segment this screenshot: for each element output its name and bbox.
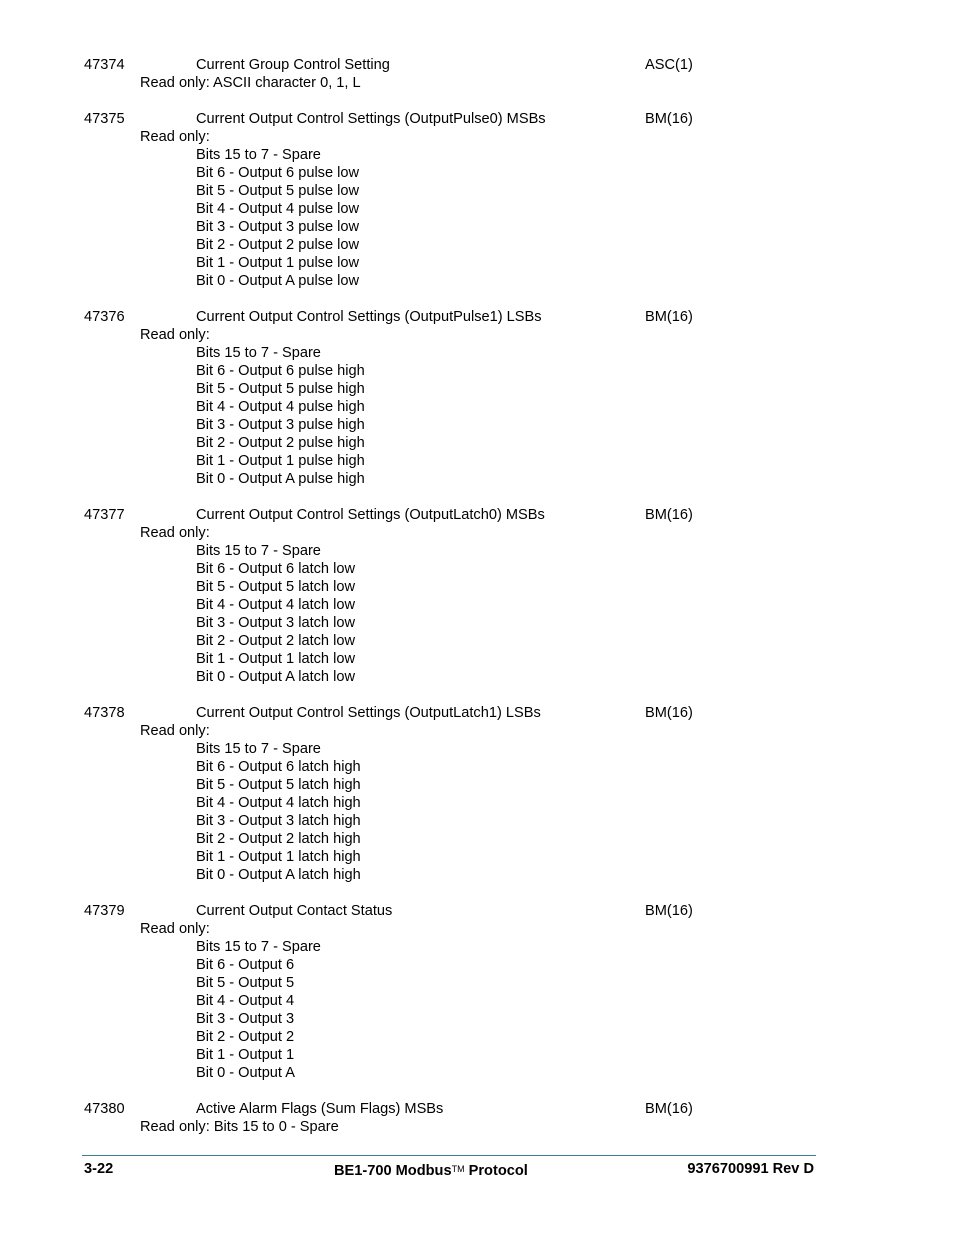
register-number: 47376 <box>84 309 125 325</box>
page-footer <box>84 1160 814 1178</box>
bit-description: Bit 0 - Output A latch high <box>196 867 361 883</box>
bit-description: Bit 1 - Output 1 <box>196 1047 295 1063</box>
bit-description: Bit 5 - Output 5 pulse high <box>196 381 365 397</box>
bit-description: Bit 1 - Output 1 latch high <box>196 849 361 865</box>
bit-description: Bit 2 - Output 2 latch high <box>196 831 361 847</box>
bit-description: Bit 0 - Output A pulse high <box>196 471 365 487</box>
bit-description: Bits 15 to 7 - Spare <box>196 345 321 361</box>
register-header <box>84 902 824 920</box>
register-format: BM(16) <box>645 1101 693 1117</box>
bit-description: Bit 4 - Output 4 pulse high <box>196 399 365 415</box>
register-access: Read only: ASCII character 0, 1, L <box>140 75 361 91</box>
bit-description: Bit 6 - Output 6 pulse high <box>196 363 365 379</box>
bit-description: Bit 6 - Output 6 latch low <box>196 561 355 577</box>
register-entry <box>84 56 824 92</box>
bit-description: Bit 2 - Output 2 latch low <box>196 633 355 649</box>
bit-description: Bit 4 - Output 4 latch low <box>196 597 355 613</box>
bit-description: Bit 0 - Output A pulse low <box>196 273 360 289</box>
register-title: Current Output Control Settings (OutputPulse0) MSBs <box>196 111 546 127</box>
register-header <box>84 110 824 128</box>
register-number: 47374 <box>84 57 125 73</box>
register-entry <box>84 902 824 1082</box>
document-title <box>334 1160 528 1180</box>
register-access: Read only: <box>140 921 210 937</box>
register-entry <box>84 308 824 488</box>
bit-description: Bit 5 - Output 5 latch high <box>196 777 361 793</box>
bit-description: Bits 15 to 7 - Spare <box>196 147 321 163</box>
register-list <box>84 56 824 1154</box>
bit-description: Bit 2 - Output 2 pulse low <box>196 237 360 253</box>
bit-description: Bit 3 - Output 3 pulse low <box>196 219 360 235</box>
register-format: BM(16) <box>645 507 693 523</box>
bit-description: Bit 6 - Output 6 latch high <box>196 759 361 775</box>
register-format: BM(16) <box>645 705 693 721</box>
register-entry <box>84 1100 824 1136</box>
bit-description: Bit 6 - Output 6 <box>196 957 295 973</box>
register-number: 47380 <box>84 1101 125 1117</box>
register-title: Current Output Control Settings (OutputLatch0) MSBs <box>196 507 545 523</box>
register-header <box>84 308 824 326</box>
register-header <box>84 1100 824 1118</box>
bit-description: Bit 4 - Output 4 latch high <box>196 795 361 811</box>
bit-description: Bit 3 - Output 3 pulse high <box>196 417 365 433</box>
trademark-mark: TM <box>451 1164 465 1174</box>
bit-description: Bits 15 to 7 - Spare <box>196 543 321 559</box>
bit-description: Bit 3 - Output 3 latch high <box>196 813 361 829</box>
bit-description: Bits 15 to 7 - Spare <box>196 741 321 757</box>
register-entry <box>84 704 824 884</box>
bit-description: Bit 1 - Output 1 pulse low <box>196 255 360 271</box>
register-number: 47379 <box>84 903 125 919</box>
bit-description: Bit 5 - Output 5 latch low <box>196 579 355 595</box>
bit-description: Bit 3 - Output 3 <box>196 1011 295 1027</box>
bit-description: Bits 15 to 7 - Spare <box>196 939 321 955</box>
footer-rule <box>82 1155 816 1156</box>
register-access: Read only: Bits 15 to 0 - Spare <box>140 1119 339 1135</box>
bit-description: Bit 3 - Output 3 latch low <box>196 615 355 631</box>
bit-description: Bit 1 - Output 1 latch low <box>196 651 355 667</box>
bit-description: Bit 4 - Output 4 <box>196 993 295 1009</box>
register-format: BM(16) <box>645 309 693 325</box>
register-number: 47377 <box>84 507 125 523</box>
bit-description: Bit 4 - Output 4 pulse low <box>196 201 360 217</box>
register-header <box>84 506 824 524</box>
document-title-main: BE1-700 Modbus <box>334 1163 452 1179</box>
register-format: BM(16) <box>645 111 693 127</box>
register-title: Current Output Control Settings (OutputPulse1) LSBs <box>196 309 542 325</box>
register-title: Current Output Contact Status <box>196 903 393 919</box>
bit-description: Bit 0 - Output A <box>196 1065 295 1081</box>
register-header <box>84 56 824 74</box>
register-title: Active Alarm Flags (Sum Flags) MSBs <box>196 1101 444 1117</box>
register-header <box>84 704 824 722</box>
register-title: Current Group Control Setting <box>196 57 390 73</box>
register-format: BM(16) <box>645 903 693 919</box>
register-access: Read only: <box>140 129 210 145</box>
bit-description: Bit 2 - Output 2 pulse high <box>196 435 365 451</box>
bit-description: Bit 5 - Output 5 <box>196 975 295 991</box>
register-access: Read only: <box>140 525 210 541</box>
bit-description: Bit 5 - Output 5 pulse low <box>196 183 360 199</box>
register-access: Read only: <box>140 723 210 739</box>
bit-description: Bit 0 - Output A latch low <box>196 669 355 685</box>
register-access: Read only: <box>140 327 210 343</box>
register-number: 47378 <box>84 705 125 721</box>
register-title: Current Output Control Settings (OutputLatch1) LSBs <box>196 705 541 721</box>
bit-description: Bit 2 - Output 2 <box>196 1029 295 1045</box>
page-number: 3-22 <box>84 1161 114 1177</box>
document-number: 9376700991 Rev D <box>687 1161 814 1177</box>
document-title-suffix: Protocol <box>464 1163 528 1179</box>
register-format: ASC(1) <box>645 57 693 73</box>
bit-description: Bit 6 - Output 6 pulse low <box>196 165 360 181</box>
register-number: 47375 <box>84 111 125 127</box>
register-entry <box>84 110 824 290</box>
register-entry <box>84 506 824 686</box>
bit-description: Bit 1 - Output 1 pulse high <box>196 453 365 469</box>
